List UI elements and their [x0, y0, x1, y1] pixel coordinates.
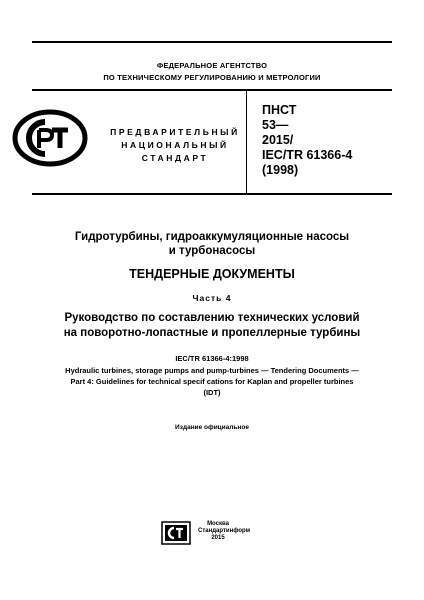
subtitle-line-1: Руководство по составлению технических условий — [64, 312, 360, 324]
iec-reference: IEC/TR 61366-4:1998 — [175, 354, 249, 363]
standard-code — [262, 103, 352, 178]
title-line-2: и турбонасосы — [168, 245, 256, 257]
code-line-3: 2015/ — [262, 133, 294, 147]
english-title-line-3: (IDT) — [203, 388, 221, 397]
top-rule — [32, 41, 392, 43]
document-title: ТЕНДЕРНЫЕ ДОКУМЕНТЫ — [129, 267, 295, 281]
publisher-name: Стандартинформ — [198, 528, 251, 534]
standard-type-line-3: СТАНДАРТ — [141, 153, 209, 163]
edition-label: Издание официальное — [175, 424, 249, 431]
code-line-4: IEC/TR 61366-4 — [262, 148, 353, 162]
publisher-city: Москва — [207, 521, 229, 527]
middle-rule — [32, 89, 392, 91]
bottom-rule — [32, 193, 392, 195]
publisher-year: 2015 — [211, 535, 225, 541]
subtitle-line-2: на поворотно-лопастные и пропеллерные турбины — [63, 327, 361, 339]
rst-emblem-icon — [12, 108, 88, 168]
title-line-1: Гидротурбины, гидроаккумуляционные насосы — [74, 231, 350, 243]
standard-type-line-1: ПРЕДВАРИТЕЛЬНЫЙ — [110, 127, 240, 137]
standartinform-logo-icon — [161, 521, 191, 545]
code-line-1: ПНСТ — [262, 103, 297, 117]
code-line-2: 53— — [262, 118, 289, 132]
english-title-line-1: Hydraulic turbines, storage pumps and pump-turbines — Tendering Documents — — [65, 366, 359, 375]
english-title-line-2: Part 4: Guidelines for technical specif cations for Kaplan and propeller turbines — [70, 377, 354, 386]
part-label: Часть 4 — [192, 293, 232, 303]
code-line-5: (1998) — [262, 163, 299, 177]
standard-type-line-2: НАЦИОНАЛЬНЫЙ — [121, 140, 229, 150]
agency-line-2: ПО ТЕХНИЧЕСКОМУ РЕГУЛИРОВАНИЮ И МЕТРОЛОГИИ — [103, 73, 321, 82]
agency-line-1: ФЕДЕРАЛЬНОЕ АГЕНТСТВО — [156, 61, 268, 70]
